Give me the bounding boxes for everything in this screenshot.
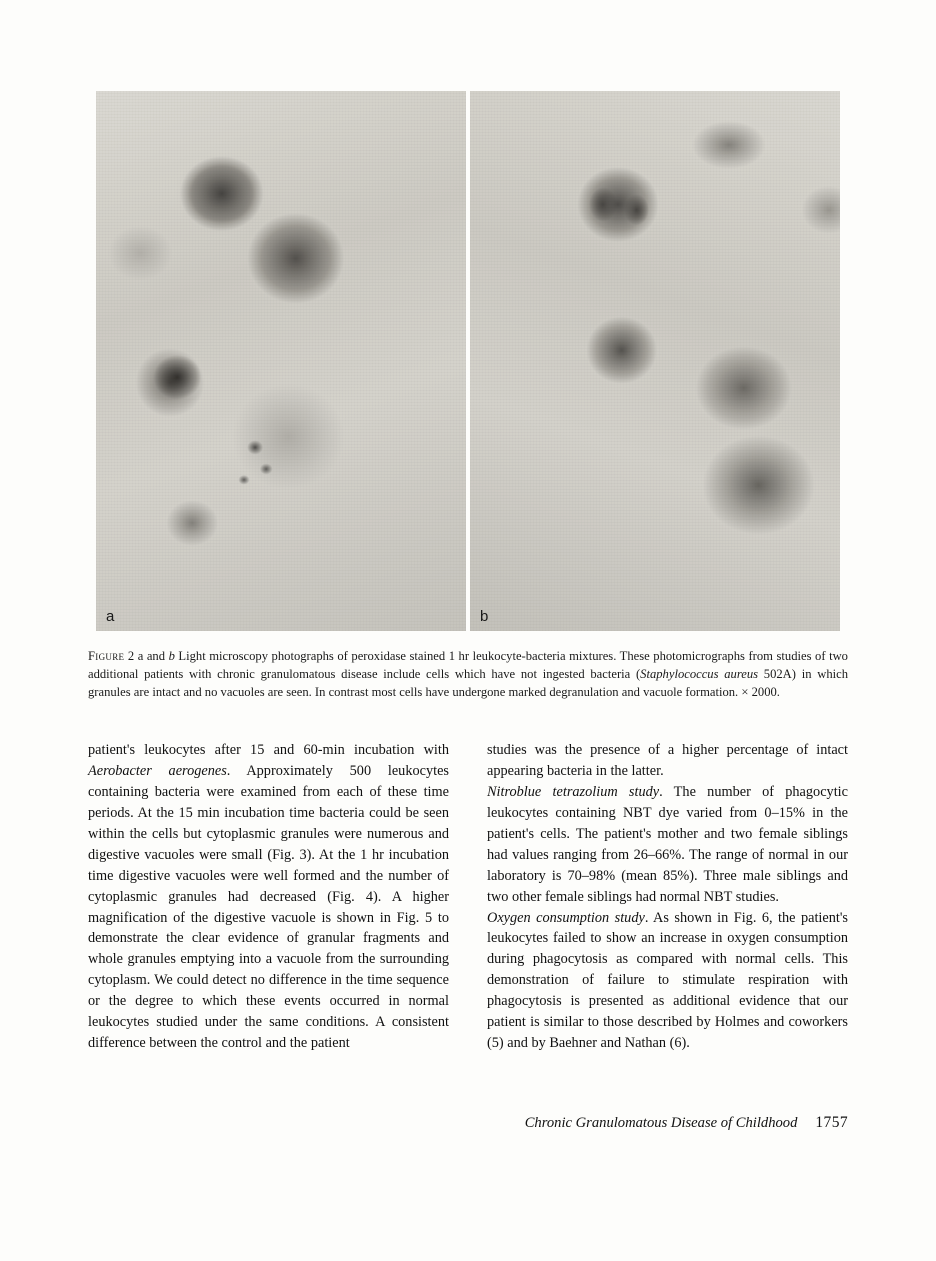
- page-footer: [88, 1114, 848, 1132]
- body-text: . The number of phagocytic leukocytes containing NBT dye varied from 0–15% in the patient's cells. The patient's mother and two female siblings had values ranging from 26–66%. The range of normal in our laboratory is 70–98% (mean 85%). Three male siblings and two other female siblings had normal NBT studies.: [487, 783, 848, 905]
- body-columns: [88, 740, 848, 1054]
- emphasized-text: Oxygen consumption study: [487, 909, 645, 926]
- body-paragraph: [88, 740, 449, 1054]
- body-paragraph: [487, 782, 848, 908]
- emphasized-text: Nitroblue tetrazolium study: [487, 783, 660, 800]
- caption-text-part-1: Light microscopy photographs of peroxidase stained 1 hr leukocyte-bacteria mixtures. These photomicrographs from studies of two additional patients with chronic granulomatous disease include cells which have not ingested bacteria (: [88, 649, 848, 681]
- caption-text-part-2: 502A) in which granules are intact and no vacuoles are seen. In contrast most cells have undergone marked degranulation and vacuole formation. × 2000.: [88, 666, 848, 699]
- body-text: patient's leukocytes after 15 and 60-min incubation with: [88, 742, 449, 758]
- figure-caption: [88, 648, 848, 702]
- panel-a-label: a: [106, 608, 115, 625]
- body-text: studies was the presence of a higher percentage of intact appearing bacteria in the latter.: [487, 742, 848, 779]
- film-grain-overlay: [96, 91, 466, 631]
- figure-image-pair: [96, 91, 840, 631]
- micrograph-panel-b: [470, 91, 840, 631]
- caption-conjunction: and: [146, 649, 166, 663]
- body-text: . As shown in Fig. 6, the patient's leukocytes failed to show an increase in oxygen consumption during phagocytosis as compared with normal cells. This demonstration of failure to stimulate respiration with phagocytosis is presented as additional evidence that our patient is similar to those described by Holmes and coworkers (5) and by Baehner and Nathan (6).: [487, 909, 848, 1052]
- emphasized-text: Aerobacter aerogenes: [88, 762, 227, 779]
- running-title: Chronic Granulomatous Disease of Childhood: [524, 1115, 798, 1131]
- caption-figure-number-b: b: [168, 649, 175, 663]
- body-column-left: [88, 740, 449, 1054]
- film-grain-overlay: [470, 91, 840, 631]
- body-text: . Approximately 500 leukocytes containing bacteria were examined from each of these time periods. At the 15 min incubation time bacteria could be seen within the cells but cytoplasmic granules were numerous and digestive vacuoles were small (Fig. 3). At the 1 hr incubation time digestive vacuoles were well formed and the number of cytoplasmic granules had decreased (Fig. 4). A higher magnification of the digestive vacuole is shown in Fig. 5 to demonstrate the clear evidence of granular fragments and whole granules emptying into a vacuole from the surrounding cytoplasm. We could detect no difference in the time sequence or the degree to which these events occurred in normal leukocytes studied under the same conditions. A consistent difference between the control and the patient: [88, 762, 449, 1052]
- body-paragraph: [487, 908, 848, 1055]
- page-number: 1757: [815, 1114, 848, 1131]
- panel-b-label: b: [480, 608, 489, 625]
- caption-figure-word: Figure: [88, 649, 125, 663]
- micrograph-panel-a: [96, 91, 466, 631]
- figure-2: [96, 91, 840, 631]
- caption-organism-name: Staphylococcus aureus: [640, 666, 759, 681]
- body-column-right: [487, 740, 848, 1054]
- caption-figure-number: 2 a: [127, 649, 144, 663]
- body-paragraph: [487, 740, 848, 782]
